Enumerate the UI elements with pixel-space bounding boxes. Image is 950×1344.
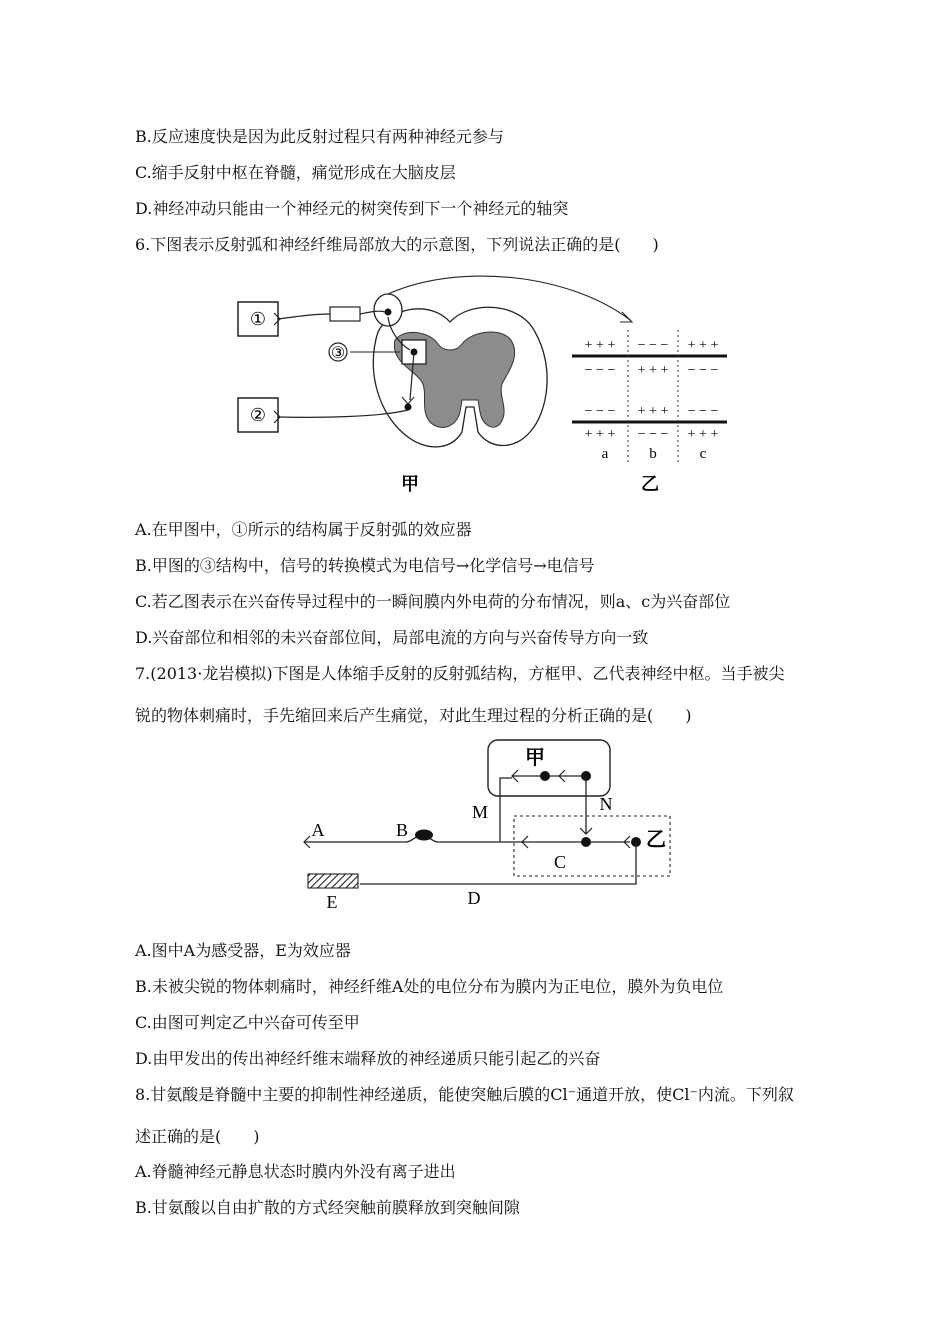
q7-stem-line2: 锐的物体刺痛时，手先缩回来后产生痛觉，对此生理过程的分析正确的是( ) (135, 706, 692, 725)
q6-figure (230, 272, 740, 500)
upper-outer-a: + + + (584, 338, 616, 353)
q5-option-c: C.缩手反射中枢在脊髓，痛觉形成在大脑皮层 (135, 163, 456, 182)
column-c-label: c (699, 446, 707, 462)
q7-stem-line1: 7.(2013·龙岩模拟)下图是人体缩手反射的反射弧结构，方框甲、乙代表神经中枢。当手被尖 (135, 664, 785, 683)
lower-inner-b: + + + (637, 404, 669, 419)
q8-option-b: B.甘氨酸以自由扩散的方式经突触前膜释放到突触间隙 (135, 1198, 520, 1217)
label-m: M (471, 802, 489, 822)
q7-option-b: B.未被尖锐的物体刺痛时，神经纤维A处的电位分布为膜内为正电位，膜外为负电位 (135, 977, 724, 996)
q8-option-a: A.脊髓神经元静息状态时膜内外没有离子进出 (135, 1162, 456, 1181)
label-e: E (326, 892, 338, 912)
structure-3-label: ③ (330, 345, 346, 362)
q8-stem-line2: 述正确的是( ) (135, 1127, 260, 1146)
lower-inner-a: − − − (584, 404, 616, 419)
structure-2-label: ② (249, 405, 267, 425)
afferent-fiber-box (330, 307, 360, 321)
label-a: A (311, 820, 325, 840)
effector-e (308, 874, 358, 888)
caption-yi: 乙 (641, 474, 659, 494)
q7-option-d: D.由甲发出的传出神经纤维末端释放的神经递质只能引起乙的兴奋 (135, 1049, 601, 1068)
q6-option-d: D.兴奋部位和相邻的未兴奋部位间，局部电流的方向与兴奋传导方向一致 (135, 628, 649, 647)
membrane-panel (572, 330, 727, 462)
caption-jia: 甲 (401, 474, 419, 494)
lower-inner-c: − − − (687, 404, 719, 419)
label-c: C (553, 852, 567, 872)
q7-option-a: A.图中A为感受器，E为效应器 (135, 941, 351, 960)
upper-inner-b: + + + (637, 363, 669, 378)
ganglion-neuron (385, 309, 392, 316)
column-a-label: a (601, 446, 609, 462)
lower-outer-a: + + + (584, 427, 616, 442)
center-jia-label: 甲 (525, 747, 545, 769)
q7-option-c: C.由图可判定乙中兴奋可传至甲 (135, 1013, 360, 1032)
q8-stem-line1: 8.甘氨酸是脊髓中主要的抑制性神经递质，能使突触后膜的Cl⁻通道开放，使Cl⁻内流。下列叙 (135, 1085, 794, 1104)
q5-option-d: D.神经冲动只能由一个神经元的树突传到下一个神经元的轴突 (135, 199, 569, 218)
label-n: N (599, 794, 613, 814)
structure-1-label: ① (249, 309, 267, 329)
upper-outer-c: + + + (687, 338, 719, 353)
center-jia-box (488, 740, 610, 796)
upper-inner-c: − − − (687, 363, 719, 378)
label-d: D (467, 888, 481, 908)
q5-option-b: B.反应速度快是因为此反射过程只有两种神经元参与 (135, 127, 504, 146)
ganglion-b (415, 830, 433, 841)
q7-figure (290, 738, 680, 918)
jia-neuron-1 (540, 771, 550, 781)
q6-option-c: C.若乙图表示在兴奋传导过程中的一瞬间膜内外电荷的分布情况，则a、c为兴奋部位 (135, 592, 731, 611)
yi-neuron-1 (581, 837, 591, 847)
upper-outer-b: − − − (637, 338, 669, 353)
label-b: B (395, 820, 409, 840)
q6-option-a: A.在甲图中，①所示的结构属于反射弧的效应器 (135, 520, 472, 539)
lower-outer-b: − − − (637, 427, 669, 442)
center-yi-label: 乙 (646, 829, 666, 851)
column-b-label: b (649, 446, 657, 462)
upper-inner-a: − − − (584, 363, 616, 378)
q6-option-b: B.甲图的③结构中，信号的转换模式为电信号→化学信号→电信号 (135, 556, 595, 575)
q6-stem: 6.下图表示反射弧和神经纤维局部放大的示意图，下列说法正确的是( ) (135, 235, 659, 254)
lower-outer-c: + + + (687, 427, 719, 442)
